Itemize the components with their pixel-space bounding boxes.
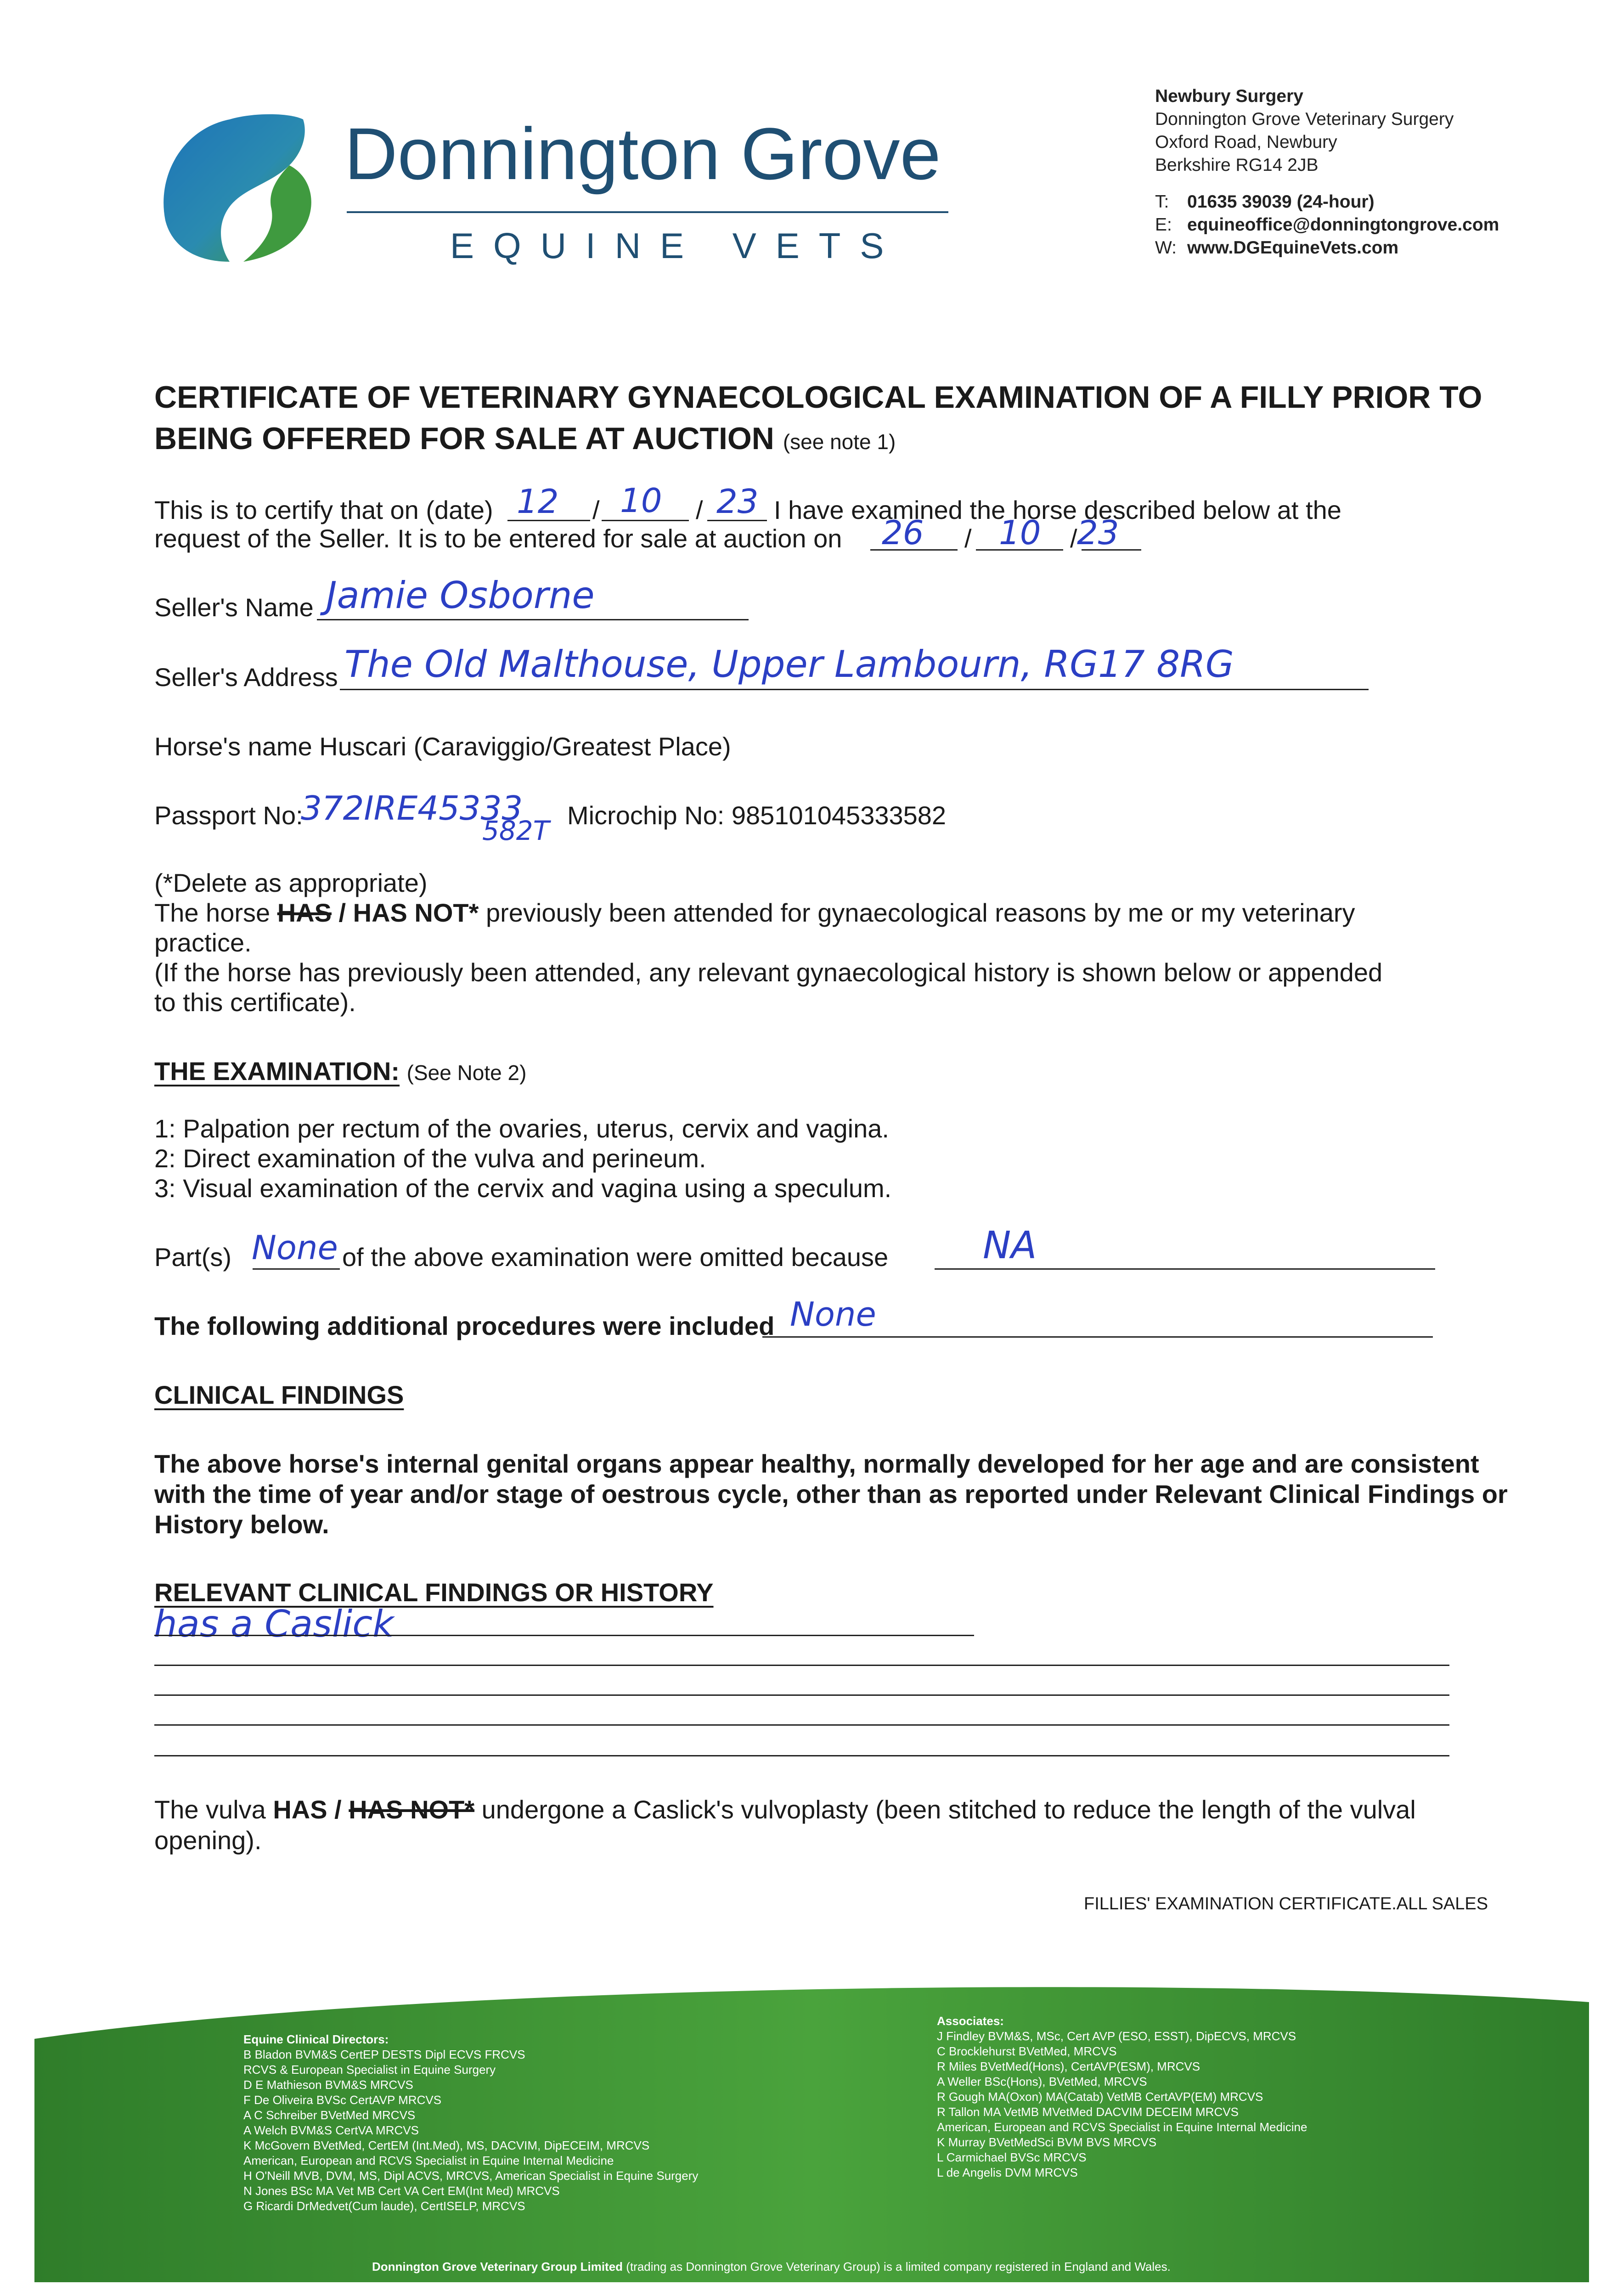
- associate-entry: American, European and RCVS Specialist in Equine Internal Medicine: [937, 2120, 1307, 2134]
- director-entry: RCVS & European Specialist in Equine Surgery: [243, 2063, 496, 2077]
- director-entry: K McGovern BVetMed, CertEM (Int.Med), MS, DACVIM, DipECEIM, MRCVS: [243, 2138, 650, 2152]
- form-reference: FILLIES' EXAMINATION CERTIFICATE.ALL SALES: [1084, 1894, 1488, 1913]
- associates-block: [937, 2014, 1307, 2180]
- director-entry: D E Mathieson BVM&S MRCVS: [243, 2078, 413, 2092]
- caslick-option-has-not-struck: HAS NOT*: [349, 1795, 475, 1824]
- blank-line[interactable]: [154, 1755, 1449, 1756]
- additional-label: The following additional procedures were included: [154, 1311, 775, 1340]
- horse-name-label: Horse's name: [154, 732, 312, 761]
- certify-line-1: This is to certify that on (date): [154, 495, 493, 524]
- option-has-struck: HAS: [277, 898, 332, 927]
- relevant-heading: RELEVANT CLINICAL FINDINGS OR HISTORY: [154, 1578, 714, 1607]
- exam-day[interactable]: 12: [517, 482, 559, 521]
- associate-entry: J Findley BVM&S, MSc, Cert AVP (ESO, ESST), DipECVS, MRCVS: [937, 2029, 1296, 2043]
- title-line-2: BEING OFFERED FOR SALE AT AUCTION: [154, 421, 774, 456]
- passport-label: Passport No:: [154, 801, 303, 830]
- microchip-value: 985101045333582: [731, 801, 947, 830]
- clinical-heading: CLINICAL FINDINGS: [154, 1380, 404, 1409]
- horse-name-row: [154, 732, 731, 762]
- certify-line-2: request of the Seller. It is to be entered for sale at auction on: [154, 524, 842, 553]
- microchip-row: [567, 800, 946, 831]
- blank-line[interactable]: [154, 1724, 1449, 1726]
- seller-address-value[interactable]: The Old Malthouse, Upper Lambourn, RG17 8RG: [344, 643, 1234, 686]
- director-entry: B Bladon BVM&S CertEP DESTS Dipl ECVS FRCVS: [243, 2048, 525, 2061]
- director-entry: F De Oliveira BVSc CertAVP MRCVS: [243, 2093, 442, 2107]
- seller-name-value[interactable]: Jamie Osborne: [326, 574, 595, 617]
- passport-value-suffix[interactable]: 582T: [482, 815, 550, 846]
- address-line: Berkshire RG14 2JB: [1155, 155, 1319, 175]
- associates-heading: Associates:: [937, 2014, 1004, 2028]
- company-registration: Donnington Grove Veterinary Group Limited (trading as Donnington Grove Veterinary Group) is a limited company registered in England and Wales.: [372, 2260, 1171, 2273]
- exam-step: 2: Direct examination of the vulva and perineum.: [154, 1144, 706, 1173]
- horse-head-logo-icon: [152, 110, 367, 266]
- sale-month[interactable]: 10: [999, 513, 1041, 552]
- director-entry: American, European and RCVS Specialist in Equine Internal Medicine: [243, 2154, 614, 2167]
- attendance-note-1: (If the horse has previously been attended, any relevant gynaecological history is shown below or appended: [154, 958, 1383, 987]
- attendance-line-1: The horse HAS / HAS NOT* previously been attended for gynaecological reasons by me or my veterinary: [154, 898, 1355, 927]
- contact-phone: T: 01635 39039 (24-hour): [1155, 192, 1375, 212]
- blank-line[interactable]: [154, 1665, 1449, 1666]
- associate-entry: R Tallon MA VetMB MVetMed DACVIM DECEIM MRCVS: [937, 2105, 1239, 2119]
- seller-name-label: Seller's Name: [154, 593, 314, 622]
- address-line: Oxford Road, Newbury: [1155, 132, 1337, 152]
- page-title: [154, 377, 1482, 462]
- directors-block: [243, 2032, 698, 2214]
- omitted-reason-value[interactable]: NA: [983, 1224, 1037, 1267]
- exam-year[interactable]: 23: [716, 482, 759, 521]
- exam-step: 1: Palpation per rectum of the ovaries, uterus, cervix and vagina.: [154, 1114, 889, 1143]
- caslick-option-has: HAS: [273, 1795, 327, 1824]
- examination-note: (See Note 2): [406, 1061, 527, 1085]
- brand-subtitle: EQUINE VETS: [450, 225, 903, 266]
- director-entry: H O'Neill MVB, DVM, MS, Dipl ACVS, MRCVS, American Specialist in Equine Surgery: [243, 2169, 699, 2183]
- blank-line[interactable]: [154, 1694, 1449, 1696]
- associate-entry: A Weller BSc(Hons), BVetMed, MRCVS: [937, 2075, 1147, 2088]
- associate-entry: L de Angelis DVM MRCVS: [937, 2166, 1078, 2179]
- additional-value[interactable]: None: [790, 1295, 876, 1334]
- passport-value[interactable]: 372IRE45333: [301, 789, 523, 827]
- certify-mid: I have examined the horse described below at the: [774, 495, 1341, 524]
- omitted-prefix: Part(s): [154, 1243, 231, 1272]
- relevant-value[interactable]: has a Caslick: [154, 1603, 394, 1645]
- director-entry: A Welch BVM&S CertVA MRCVS: [243, 2123, 419, 2137]
- attendance-line-2: practice.: [154, 928, 252, 957]
- clinical-statement: The above horse's internal genital organs appear healthy, normally developed for her age and are consistent with the time of year and/or stage of oestrous cycle, other than as reported under Relevant Clinical Findings or History below.: [154, 1449, 1508, 1539]
- associate-entry: C Brocklehurst BVetMed, MRCVS: [937, 2044, 1117, 2058]
- brand-name: Donnington Grove: [344, 113, 941, 195]
- delete-note: (*Delete as appropriate): [154, 868, 428, 897]
- associate-entry: K Murray BVetMedSci BVM BVS MRCVS: [937, 2135, 1157, 2149]
- examination-heading: THE EXAMINATION:: [154, 1057, 400, 1086]
- surgery-address-block: [1155, 85, 1499, 259]
- horse-name-value: Huscari (Caraviggio/Greatest Place): [319, 732, 731, 761]
- director-entry: A C Schreiber BVetMed MRCVS: [243, 2108, 416, 2122]
- exam-month[interactable]: 10: [620, 481, 662, 520]
- title-line-1: CERTIFICATE OF VETERINARY GYNAECOLOGICAL EXAMINATION OF A FILLY PRIOR TO: [154, 380, 1482, 415]
- exam-step: 3: Visual examination of the cervix and vagina using a speculum.: [154, 1174, 892, 1203]
- director-entry: G Ricardi DrMedvet(Cum laude), CertISELP, MRCVS: [243, 2199, 525, 2213]
- omitted-mid: of the above examination were omitted because: [342, 1243, 889, 1272]
- title-note: (see note 1): [783, 430, 896, 454]
- contact-website: W: www.DGEquineVets.com: [1155, 238, 1399, 258]
- directors-heading: Equine Clinical Directors:: [243, 2032, 389, 2046]
- contact-email: E: equineoffice@donningtongrove.com: [1155, 215, 1499, 235]
- caslick-line-2: opening).: [154, 1826, 262, 1855]
- caslick-line-1: The vulva HAS / HAS NOT* undergone a Caslick's vulvoplasty (been stitched to reduce the length of the vulval: [154, 1795, 1416, 1824]
- attendance-note-2: to this certificate).: [154, 988, 356, 1017]
- sale-year[interactable]: 23: [1077, 513, 1119, 552]
- microchip-label: Microchip No:: [567, 801, 725, 830]
- sale-day[interactable]: 26: [882, 513, 924, 552]
- logo: [152, 110, 367, 266]
- footer-band: [0, 1965, 1623, 2296]
- examination-heading-row: [154, 1056, 526, 1088]
- director-entry: N Jones BSc MA Vet MB Cert VA Cert EM(Int Med) MRCVS: [243, 2184, 560, 2198]
- option-has-not: HAS NOT*: [353, 898, 479, 927]
- surgery-title: Newbury Surgery: [1155, 86, 1303, 106]
- seller-address-label: Seller's Address: [154, 663, 338, 692]
- associate-entry: R Miles BVetMed(Hons), CertAVP(ESM), MRCVS: [937, 2060, 1200, 2073]
- address-line: Donnington Grove Veterinary Surgery: [1155, 109, 1454, 129]
- omitted-parts-value[interactable]: None: [252, 1228, 338, 1267]
- brand-divider: [347, 211, 948, 213]
- associate-entry: R Gough MA(Oxon) MA(Catab) VetMB CertAVP(EM) MRCVS: [937, 2090, 1263, 2104]
- associate-entry: L Carmichael BVSc MRCVS: [937, 2150, 1087, 2164]
